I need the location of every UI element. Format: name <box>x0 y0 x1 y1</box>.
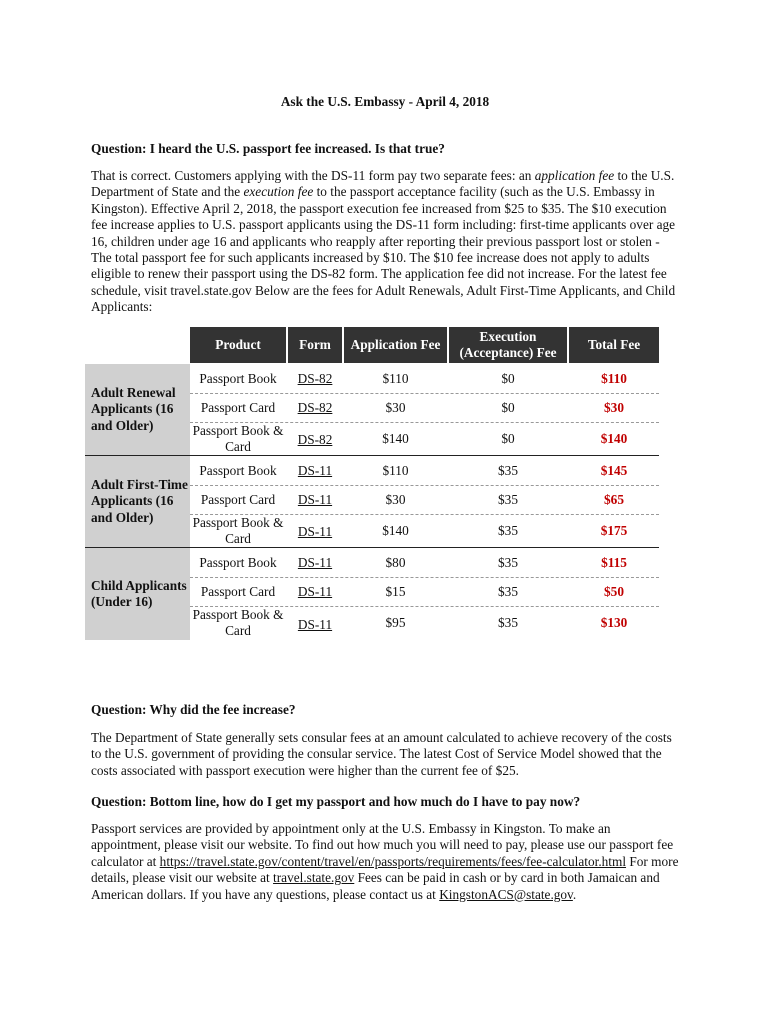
answer-3-text-b: For more details, please visit our website at <box>91 853 679 886</box>
cell-form: DS-11 <box>297 583 333 599</box>
email-link[interactable]: KingstonACS@state.gov <box>439 886 573 902</box>
cell-application-fee: $140 <box>382 522 409 538</box>
cell-form: DS-82 <box>297 370 333 386</box>
cell-application-fee: $30 <box>385 399 406 415</box>
cell-execution-fee: $35 <box>498 462 518 478</box>
cell-total-fee: $50 <box>604 583 624 599</box>
cell-execution-fee: $0 <box>501 399 515 415</box>
header-form: Form <box>288 327 342 363</box>
travel-state-gov-link[interactable]: travel.state.gov <box>273 870 355 886</box>
header-execution-fee: Execution (Acceptance) Fee <box>449 327 567 363</box>
header-total-fee: Total Fee <box>569 327 659 363</box>
cell-execution-fee: $35 <box>498 554 518 570</box>
cell-total-fee: $65 <box>604 491 624 507</box>
cell-application-fee: $110 <box>382 462 409 478</box>
cell-form: DS-11 <box>297 491 333 507</box>
answer-3 <box>91 821 683 903</box>
cell-product: Passport Card <box>200 491 276 507</box>
cell-form: DS-11 <box>297 462 333 478</box>
page-title: Ask the U.S. Embassy - April 4, 2018 <box>280 94 490 109</box>
cell-execution-fee: $35 <box>498 522 518 538</box>
answer-1 <box>91 168 683 316</box>
fee-table <box>85 327 659 640</box>
cell-form: DS-82 <box>297 399 333 415</box>
cell-application-fee: $15 <box>385 583 406 599</box>
cell-product: Passport Book <box>199 370 277 386</box>
group-label-adult-first-time: Adult First-Time Applicants (16 and Older) <box>85 456 190 547</box>
cell-product: Passport Card <box>200 583 276 599</box>
answer-2: The Department of State generally sets consular fees at an amount calculated to achieve recovery of the costs to the U.S. government of providing the consular service. The latest Cost of Service Model showed that the costs associated with passport execution were higher than the current fee of $25. <box>91 730 672 778</box>
cell-execution-fee: $35 <box>498 615 518 630</box>
fee-calculator-link[interactable]: https://travel.state.gov/content/travel/en/passports/requirements/fees/fee-calculator.html <box>159 853 627 869</box>
answer-3-text-d: . <box>572 886 577 902</box>
answer-1-text-a: That is correct. Customers applying with the DS-11 form pay two separate fees: an <box>91 168 535 183</box>
header-application-fee: Application Fee <box>344 327 447 363</box>
cell-application-fee: $80 <box>385 554 406 570</box>
cell-form: DS-11 <box>297 554 333 570</box>
question-2: Question: Why did the fee increase? <box>91 702 296 717</box>
cell-total-fee: $145 <box>600 462 628 478</box>
answer-1-application-fee: application fee <box>534 168 615 183</box>
answer-3-text-c: Fees can be paid in cash or by card in both Jamaican and American dollars. If you have any questions, please contact us at <box>91 870 660 902</box>
cell-execution-fee: $35 <box>498 491 518 507</box>
group-label-adult-renewal: Adult Renewal Applicants (16 and Older) <box>85 364 190 455</box>
cell-product: Passport Book <box>199 554 277 570</box>
answer-1-execution-fee: execution fee <box>243 184 314 200</box>
group-label-child: Child Applicants (Under 16) <box>85 548 190 640</box>
cell-execution-fee: $0 <box>501 430 515 446</box>
cell-product: Passport Book & Card <box>192 422 284 454</box>
cell-product: Passport Book & Card <box>192 607 284 638</box>
header-product: Product <box>190 327 286 363</box>
question-3: Question: Bottom line, how do I get my passport and how much do I have to pay now? <box>91 794 581 809</box>
cell-form: DS-11 <box>297 616 333 632</box>
cell-application-fee: $140 <box>382 430 409 446</box>
cell-total-fee: $140 <box>600 430 628 446</box>
answer-1-text-b: to the U.S. Department of State and the <box>91 168 675 200</box>
question-1: Question: I heard the U.S. passport fee increased. Is that true? <box>91 141 445 156</box>
cell-total-fee: $175 <box>600 522 628 538</box>
cell-execution-fee: $0 <box>501 370 515 386</box>
cell-total-fee: $30 <box>604 399 624 415</box>
cell-total-fee: $110 <box>601 370 627 386</box>
cell-form: DS-11 <box>297 524 333 539</box>
cell-form: DS-82 <box>297 432 333 447</box>
cell-total-fee: $115 <box>601 554 627 570</box>
cell-application-fee: $110 <box>382 370 409 386</box>
cell-application-fee: $30 <box>385 491 406 507</box>
cell-total-fee: $130 <box>600 615 628 630</box>
answer-3-text-a: Passport services are provided by appointment only at the U.S. Embassy in Kingston. To make an appointment, please visit our website. To find out how much you will need to pay, please use our passport fee calculator at <box>91 821 674 869</box>
cell-product: Passport Card <box>200 399 276 415</box>
cell-execution-fee: $35 <box>498 583 518 599</box>
cell-application-fee: $95 <box>385 615 406 630</box>
answer-1-text-c: to the passport acceptance facility (such as the U.S. Embassy in Kingston). Effective April 2, 2018, the passport execution fee increased from $25 to $35. The $10 execution fee increase applies to U.S. passport applicants using the DS-11 form including: first-time applicants over age 16, children under age 16 and applicants who reapply after reporting their previous passport lost or stolen - The total passport fee for such applicants increased by $10. The $10 fee increase does not apply to adults eligible to renew their passport using the DS-82 form. The application fee did not increase. For the latest fee schedule, visit travel.state.gov Below are the fees for Adult Renewals, Adult First-Time Applicants, and Child Applicants: <box>91 184 676 315</box>
cell-product: Passport Book <box>199 462 277 478</box>
cell-product: Passport Book & Card <box>192 514 284 546</box>
